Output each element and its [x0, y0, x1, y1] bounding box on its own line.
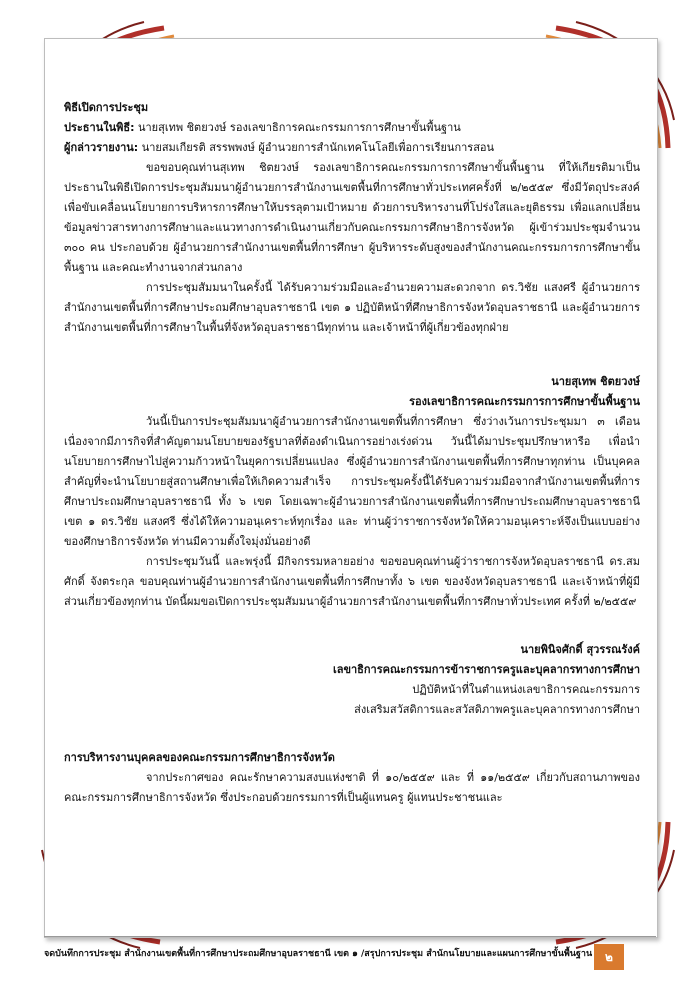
- opening-paragraph-2: การประชุมสัมมนาในครั้งนี้ ได้รับความร่วมมือและอำนวยความสะดวกจาก ดร.วิชัย แสงศรี ผู้อำนวยการสำนักงานเขตพื้นที่การศึกษาประถมศึกษาอุบลราชธานี เขต ๑ ปฏิบัติหน้าที่ศึกษาธิการจังหวัดอุบลราชธานี และผู้อำนวยการสำนักงานเขตพื้นที่การศึกษาในพื้นที่จังหวัดอุบลราชธานีทุกท่าน และเจ้าหน้าที่ผู้เกี่ยวข้องทุกฝ่าย: [64, 281, 640, 334]
- chair-label: ประธานในพิธี:: [64, 121, 135, 134]
- speech1-paragraph-2: การประชุมวันนี้ และพรุ่งนี้ มีกิจกรรมหลายอย่าง ขอขอบคุณท่านผู้ว่าราชการจังหวัดอุบลราชธานี ดร.สมศักดิ์ จังตระกุล ขอบคุณท่านผู้อำนวยการสำนักงานเขตพื้นที่การศึกษาทั้ง ๖ เขต ของจังหวัดอุบลราชธานี และเจ้าหน้าที่ผู้มีส่วนเกี่ยวข้องทุกท่าน บัดนี้ผมขอเปิดการประชุมสัมมนาผู้อำนวยการสำนักงานเขตพื้นที่การศึกษาทั่วประเทศ ครั้งที่ ๒/๒๕๕๙: [64, 555, 640, 608]
- chair-value: นายสุเทพ ชิตยวงษ์ รองเลขาธิการคณะกรรมการการศึกษาขั้นพื้นฐาน: [137, 121, 461, 134]
- speaker2-name: นายพินิจศักดิ์ สุวรรณรังค์: [520, 643, 640, 656]
- speaker2-duty-line-2: ส่งเสริมสวัสดิการและสวัสดิภาพครูและบุคลากรทางการศึกษา: [354, 703, 640, 716]
- document-body: [64, 98, 640, 808]
- section3-heading: การบริหารงานบุคคลของคณะกรรมการศึกษาธิการจังหวัด: [64, 751, 335, 764]
- speaker1-position: รองเลขาธิการคณะกรรมการการศึกษาขั้นพื้นฐาน: [409, 395, 640, 408]
- footer-divider: [44, 936, 656, 937]
- reporter-line: [64, 138, 640, 158]
- speech1-paragraph-1: วันนี้เป็นการประชุมสัมมนาผู้อำนวยการสำนักงานเขตพื้นที่การศึกษา ซึ่งว่างเว้นการประชุมมา ๓ เดือน เนื่องจากมีภารกิจที่สำคัญตามนโยบายของรัฐบาลที่ต้องดำเนินการอย่างเร่งด่วน วันนี้ได้มาประชุมปรึกษาหารือ เพื่อนำนโยบายการศึกษาไปสู่ความก้าวหน้าในยุคการเปลี่ยนแปลง ซึ่งผู้อำนวยการสำนักงานเขตพื้นที่การศึกษาทุกท่าน เป็นบุคคลสำคัญที่จะนำนโยบายสู่สถานศึกษาเพื่อให้เกิดความสำเร็จ การประชุมครั้งนี้ได้รับความร่วมมือจากสำนักงานเขตพื้นที่การศึกษาประถมศึกษาอุบลราชธานี ทั้ง ๖ เขต โดยเฉพาะผู้อำนวยการสำนักงานเขตพื้นที่การศึกษาประถมศึกษาอุบลราชธานี เขต ๑ ดร.วิชัย แสงศรี ซึ่งได้ให้ความอนุเคราะห์ทุกเรื่อง และ ท่านผู้ว่าราชการจังหวัดให้ความอนุเคราะห์จึงเป็นแบบอย่างของศึกษาธิการจังหวัด ท่านมีความตั้งใจมุ่งมั่นอย่างดี: [64, 415, 640, 548]
- page-number-badge: ๒: [594, 944, 624, 970]
- reporter-value: นายสมเกียรติ สรรพพงษ์ ผู้อำนวยการสำนักเทคโนโลยีเพื่อการเรียนการสอน: [141, 141, 495, 154]
- speaker2-duty-line-1: ปฏิบัติหน้าที่ในตำแหน่งเลขาธิการคณะกรรมการ: [412, 683, 640, 696]
- speaker1-name: นายสุเทพ ชิตยวงษ์: [551, 375, 640, 388]
- chair-line: [64, 118, 640, 138]
- opening-heading: พิธีเปิดการประชุม: [64, 101, 149, 114]
- page-footer: [44, 936, 656, 968]
- opening-paragraph-1: ขอขอบคุณท่านสุเทพ ชิตยวงษ์ รองเลขาธิการคณะกรรมการการศึกษาขั้นพื้นฐาน ที่ให้เกียรติมาเป็นประธานในพิธีเปิดการประชุมสัมมนาผู้อำนวยการสำนักงานเขตพื้นที่การศึกษาทั่วประเทศครั้งที่ ๒/๒๕๕๙ ซึ่งมีวัตถุประสงค์ เพื่อขับเคลื่อนนโยบายการบริหารการศึกษาให้บรรลุตามเป้าหมาย ด้วยการบริหารงานที่โปร่งใสและยุติธรรม เพื่อแลกเปลี่ยนข้อมูลข่าวสารทางการศึกษาและแนวทางการดำเนินงานเกี่ยวกับคณะกรรมการศึกษาธิการจังหวัด ผู้เข้าร่วมประชุมจำนวน ๓๐๐ คน ประกอบด้วย ผู้อำนวยการสำนักงานเขตพื้นที่การศึกษา ผู้บริหารระดับสูงของสำนักงานคณะกรรมการการศึกษาขั้นพื้นฐาน และคณะทำงานจากส่วนกลาง: [64, 161, 640, 274]
- speaker2-position: เลขาธิการคณะกรรมการข้าราชการครูและบุคลากรทางการศึกษา: [332, 663, 640, 676]
- footer-text: จดบันทึกการประชุม สำนักงานเขตพื้นที่การศึกษาประถมศึกษาอุบลราชธานี เขต ๑ /สรุปการประชุม สำนักนโยบายและแผนการศึกษาขั้นพื้นฐาน: [44, 949, 593, 959]
- section3-paragraph-1: จากประกาศของ คณะรักษาความสงบแห่งชาติ ที่ ๑๐/๒๕๕๙ และ ที่ ๑๑/๒๕๕๙ เกี่ยวกับสถานภาพของคณะกรรมการศึกษาธิการจังหวัด ซึ่งประกอบด้วยกรรมการที่เป็นผู้แทนครู ผู้แทนประชาชนและ: [64, 771, 640, 804]
- reporter-label: ผู้กล่าวรายงาน:: [64, 141, 139, 154]
